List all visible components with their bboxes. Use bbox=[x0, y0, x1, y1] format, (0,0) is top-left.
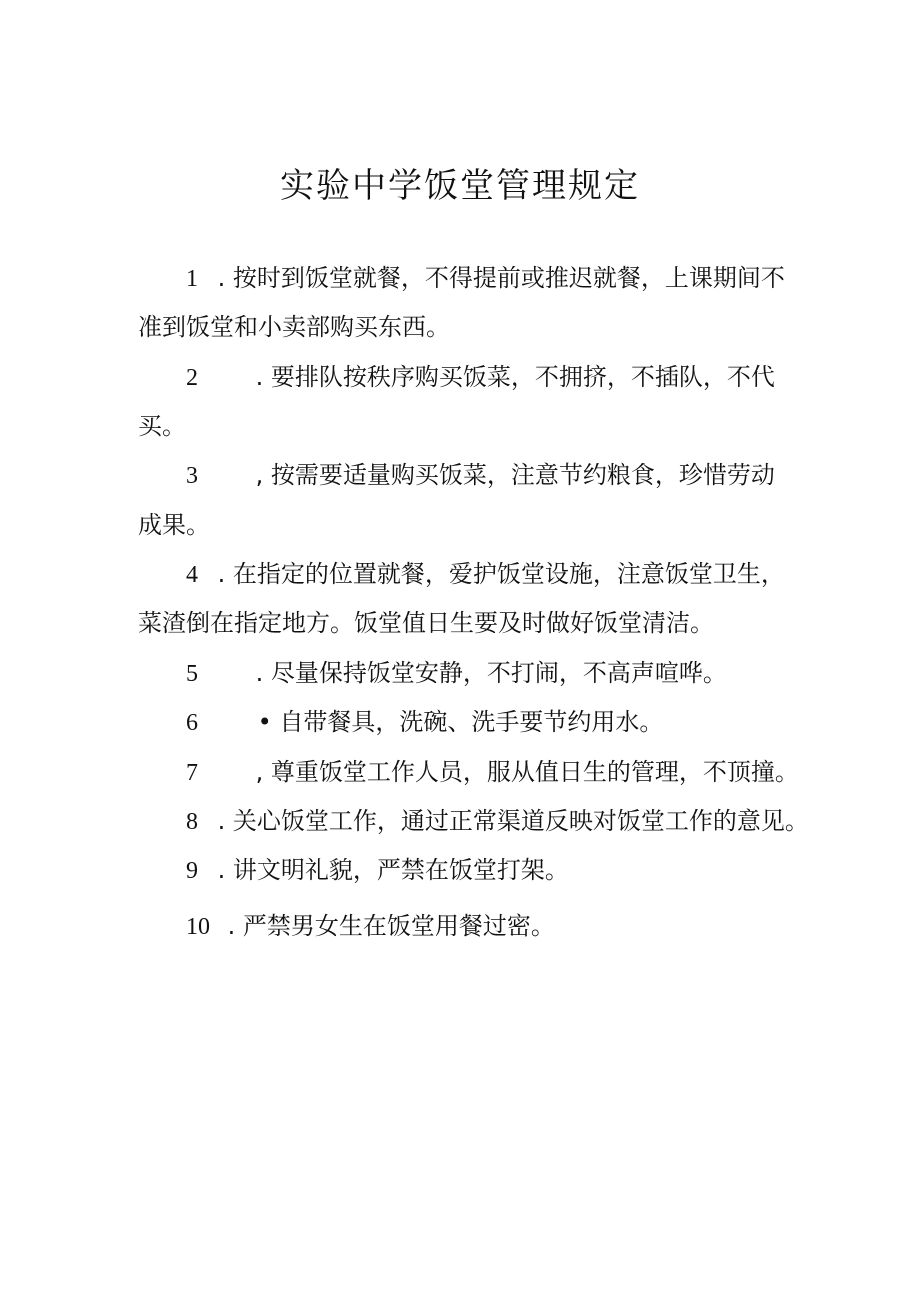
rule-5-line-1 bbox=[186, 657, 727, 690]
rule-number: 6 bbox=[186, 710, 198, 736]
rule-separator: , bbox=[255, 461, 264, 489]
rule-text: 要排队按秩序购买饭菜，不拥挤，不插队，不代 bbox=[270, 363, 775, 391]
rule-4-line-1 bbox=[186, 558, 785, 591]
rule-1-line-2: 准到饭堂和小卖部购买东西。 bbox=[138, 313, 450, 341]
rule-number: 9 bbox=[186, 858, 198, 884]
rule-4-line-2: 菜渣倒在指定地方。饭堂值日生要及时做好饭堂清洁。 bbox=[138, 609, 714, 637]
rule-number: 2 bbox=[186, 365, 198, 391]
rule-6-line-1 bbox=[186, 706, 663, 739]
rule-number: 4 bbox=[186, 562, 198, 588]
rule-separator: . bbox=[217, 807, 226, 835]
rule-text: 尽量保持饭堂安静，不打闹，不高声喧哗。 bbox=[270, 659, 727, 687]
rule-number: 1 bbox=[186, 266, 198, 292]
rule-8-line-1 bbox=[186, 805, 809, 838]
rule-3-line-1 bbox=[186, 459, 775, 492]
rule-number: 8 bbox=[186, 809, 198, 835]
rule-text: 严禁男女生在饭堂用餐过密。 bbox=[242, 912, 555, 940]
rule-3-line-2: 成果。 bbox=[138, 511, 210, 539]
rule-text: 关心饭堂工作，通过正常渠道反映对饭堂工作的意见。 bbox=[232, 807, 809, 835]
rule-text: 在指定的位置就餐，爱护饭堂设施，注意饭堂卫生， bbox=[232, 560, 785, 588]
rule-text: 按时到饭堂就餐，不得提前或推迟就餐，上课期间不 bbox=[232, 264, 785, 292]
rule-separator: , bbox=[255, 758, 264, 786]
rule-separator: . bbox=[255, 363, 264, 391]
rule-text: 按需要适量购买饭菜，注意节约粮食，珍惜劳动 bbox=[270, 461, 775, 489]
rule-2-line-1 bbox=[186, 361, 775, 394]
rule-number: 7 bbox=[186, 760, 198, 786]
rule-number: 3 bbox=[186, 463, 198, 489]
rule-separator: . bbox=[227, 912, 236, 940]
rule-separator: . bbox=[255, 659, 264, 687]
rule-separator: • bbox=[257, 708, 272, 736]
page-title: 实验中学饭堂管理规定 bbox=[280, 166, 640, 206]
rule-10-line-1 bbox=[186, 910, 555, 943]
rule-text: 尊重饭堂工作人员，服从值日生的管理，不顶撞。 bbox=[270, 758, 799, 786]
rule-text: 自带餐具，洗碗、洗手要节约用水。 bbox=[279, 708, 664, 736]
rule-2-line-2: 买。 bbox=[138, 412, 186, 440]
rule-number: 10 bbox=[186, 914, 210, 940]
rule-separator: . bbox=[217, 264, 226, 292]
rule-1-line-1 bbox=[186, 262, 785, 295]
rule-7-line-1 bbox=[186, 756, 799, 789]
rule-number: 5 bbox=[186, 661, 198, 687]
rule-9-line-1 bbox=[186, 854, 569, 887]
rule-separator: . bbox=[217, 856, 226, 884]
rule-separator: . bbox=[217, 560, 226, 588]
rule-text: 讲文明礼貌，严禁在饭堂打架。 bbox=[232, 856, 569, 884]
